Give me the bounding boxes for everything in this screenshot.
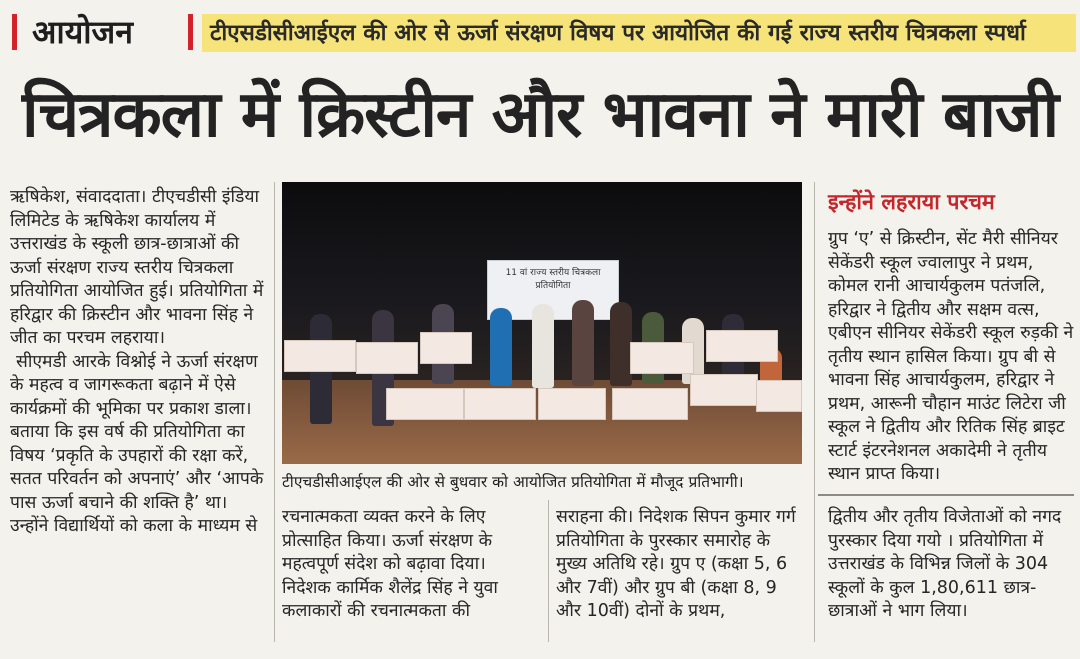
prize-cheque	[690, 374, 758, 406]
article-column-2: रचनात्मकता व्यक्त करने के लिए प्रोत्साहित किया। ऊर्जा संरक्षण के महत्वपूर्ण संदेश को बढ़ावा दिया। निदेशक कार्मिक शैलेंद्र सिंह ने युवा कलाकारों की रचनात्मकता की	[282, 507, 498, 621]
prize-cheque	[386, 388, 464, 420]
deck-accent-bar	[188, 14, 193, 50]
section-header	[6, 6, 1074, 58]
article-column-3: सराहना की। निदेशक सिपन कुमार गर्ग प्रतियोगिता के पुरस्कार समारोह के मुख्य अतिथि रहे। ग्रुप ए (कक्षा 5, 6 और 7वीं) और ग्रुप बी (कक्षा 8, 9 और 10वीं) दोनों के प्रथम,	[556, 507, 796, 621]
column-divider	[814, 182, 815, 642]
prize-cheque	[356, 342, 418, 374]
column-divider	[274, 182, 275, 642]
prize-cheque	[420, 332, 472, 364]
stage-banner: 11 वां राज्य स्तरीय चित्रकला प्रतियोगिता	[487, 260, 619, 320]
sidebar-divider	[818, 494, 1074, 496]
deck: टीएसडीसीआईएल की ओर से ऊर्जा संरक्षण विषय पर आयोजित की गई राज्य स्तरीय चित्रकला स्पर्धा	[202, 14, 1076, 52]
column-divider	[548, 500, 549, 642]
prize-cheque	[464, 388, 536, 420]
prize-cheque	[630, 342, 694, 374]
paragraph-2: सीएमडी आरके विश्नोई ने ऊर्जा संरक्षण के महत्व व जागरूकता बढ़ाने में ऐसे कार्यक्रमों की भूमिका पर प्रकाश डाला। बताया कि इस वर्ष की प्रतियोगिता का विषय ‘प्रकृति के उपहारों की रक्षा करें, सतत परिवर्तन को अपनाएं’ और ‘आपके पास ऊर्जा बचाने की शक्ति है’ था। उन्होंने विद्यार्थियों को कला के माध्यम से	[10, 351, 264, 536]
prize-cheque	[284, 340, 356, 372]
sidebar-text: ग्रुप ‘ए’ से क्रिस्टीन, सेंट मैरी सीनियर सेकेंडरी स्कूल ज्वालापुर ने प्रथम, कोमल रानी आचार्यकुलम पतंजलि, हरिद्वार ने द्वितीय और सक्षम वत्स, एबीएन सीनियर सेकेंडरी स्कूल रुड़की ने तृतीय स्थान हासिल किया। ग्रुप बी से भावना सिंह आचार्यकुलम, हरिद्वार ने प्रथम, आरूनी चौहान माउंट लिटेरा जी स्कूल ने द्वितीय और रितिक सिंह ब्राइट स्टार्ट इंटरनेशनल अकादेमी ने तृतीय स्थान प्राप्त किया।	[828, 229, 1074, 484]
sidebar-heading: इन्होंने लहराया परचम	[828, 190, 995, 215]
person-figure	[610, 302, 632, 386]
person-figure	[532, 304, 554, 388]
paragraph-1: ऋषिकेश, संवाददाता। टीएचडीसी इंडिया लिमिटेड के ऋषिकेश कार्यालय में उत्तराखंड के स्कूली छात्र-छात्राओं की ऊर्जा संरक्षण राज्य स्तरीय चित्रकला प्रतियोगिता आयोजित हुई। प्रतियोगिता में हरिद्वार की क्रिस्टीन और भावना सिंह ने जीत का परचम लहराया।	[10, 187, 264, 348]
photo-caption: टीएचडीसीआईएल की ओर से बुधवार को आयोजित प्रतियोगिता में मौजूद प्रतिभागी।	[282, 473, 744, 491]
event-photo	[282, 182, 802, 464]
person-figure	[572, 300, 594, 386]
headline: चित्रकला में क्रिस्टीन और भावना ने मारी बाजी	[21, 78, 1059, 152]
article-column-1	[10, 186, 268, 539]
prize-cheque	[538, 388, 606, 420]
section-label: आयोजन	[32, 13, 134, 51]
prize-cheque	[612, 388, 688, 420]
prize-cheque	[706, 330, 778, 362]
person-figure	[490, 308, 512, 386]
prize-cheque	[756, 380, 802, 412]
section-accent-bar	[12, 14, 17, 50]
article-column-5: द्वितीय और तृतीय विजेताओं को नगद पुरस्कार दिया गयो । प्रतियोगिता में उत्तराखंड के विभिन्न जिलों के 304 स्कूलों के कुल 1,80,611 छात्र-छात्राओं ने भाग लिया।	[828, 507, 1062, 621]
